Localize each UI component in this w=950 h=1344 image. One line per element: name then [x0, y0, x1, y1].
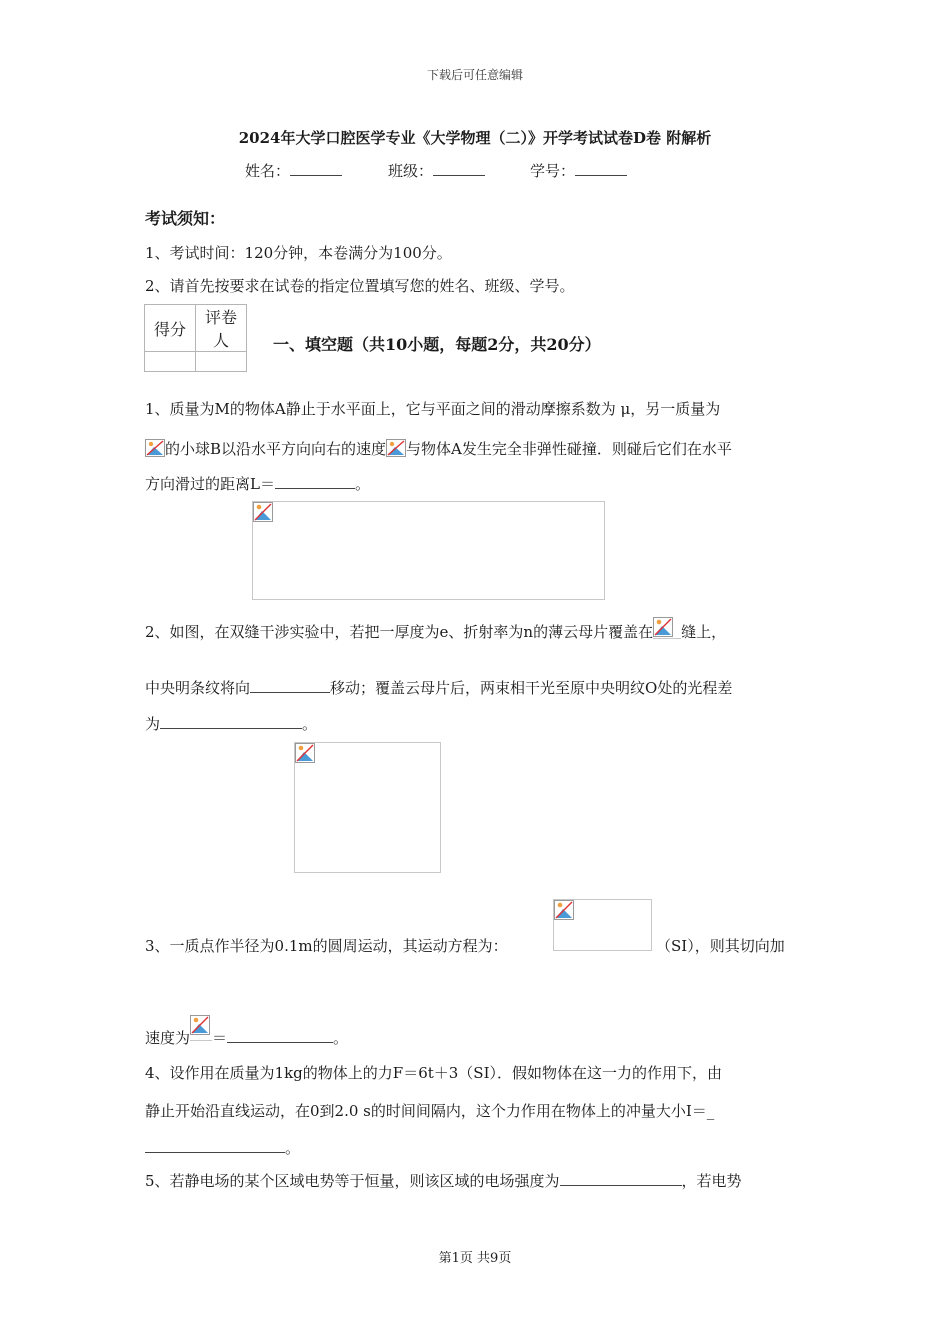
class-label: 班级： [388, 162, 434, 180]
q1-text-2b: 与物体A发生完全非弹性碰撞．则碰后它们在水平 [406, 440, 732, 458]
q2-text-3b: 。 [302, 715, 318, 733]
class-field [388, 160, 485, 181]
student-id-field [530, 160, 627, 181]
student-id-label: 学号： [530, 162, 576, 180]
q5-answer-blank[interactable] [560, 1171, 682, 1186]
q1-line-3 [145, 473, 370, 494]
broken-image-icon [145, 439, 165, 457]
q1-answer-blank[interactable] [275, 474, 355, 489]
broken-image-icon [190, 1015, 212, 1041]
score-table [144, 304, 247, 372]
q2-answer-blank-1[interactable] [250, 678, 330, 693]
broken-image-icon [253, 502, 273, 526]
broken-image-icon [295, 743, 315, 767]
q3-equation-image [553, 899, 652, 951]
q3-answer-blank[interactable] [227, 1028, 333, 1043]
q3-text-2c: 。 [333, 1029, 349, 1047]
q2-text-1b: 缝上， [681, 623, 727, 641]
class-blank[interactable] [433, 161, 485, 176]
q2-answer-blank-2[interactable] [160, 714, 302, 729]
q4-line-2: 静止开始沿直线运动，在0到2.0 s的时间间隔内，这个力作用在物体上的冲量大小I＝_ [145, 1102, 715, 1120]
q4-line-1: 4、设作用在质量为1kg的物体上的力F＝6t＋3（SI）．假如物体在这一力的作用下，由 [145, 1064, 723, 1082]
exam-title: 2024年大学口腔医学专业《大学物理（二）》开学考试试卷D卷 附解析 [238, 129, 712, 147]
name-blank[interactable] [290, 161, 342, 176]
q5-text-1b: ，若电势 [681, 1172, 742, 1190]
q2-line-2 [145, 677, 732, 698]
q3-text-1b: （SI），则其切向加 [656, 937, 785, 955]
name-field [245, 160, 342, 181]
q1-text-2a: 的小球B以沿水平方向向右的速度 [165, 440, 387, 458]
q5-line-1 [145, 1170, 742, 1191]
page-header: 下载后可任意编辑 [426, 68, 523, 82]
name-label: 姓名： [245, 162, 291, 180]
q2-line-1 [145, 617, 726, 642]
q2-text-2b: 移动；覆盖云母片后，两束相干光至原中央明纹O处的光程差 [330, 679, 733, 697]
q1-text-3b: 。 [354, 475, 370, 493]
q4-line-3 [145, 1137, 300, 1158]
page-footer: 第1页 共9页 [438, 1251, 512, 1266]
q5-text-1a: 5、若静电场的某个区域电势等于恒量，则该区域的电场强度为 [145, 1172, 560, 1190]
notice-item-1: 1、考试时间：120分钟，本卷满分为100分。 [145, 244, 452, 262]
q3-text-1a: 3、一质点作半径为0.1m的圆周运动，其运动方程为： [145, 937, 508, 955]
notice-heading: 考试须知： [145, 209, 226, 228]
q3-text-2b: ＝ [212, 1029, 228, 1047]
q1-text-3a: 方向滑过的距离L＝ [145, 475, 275, 493]
broken-image-icon [554, 900, 574, 924]
q2-text-2a: 中央明条纹将向 [145, 679, 251, 697]
score-header: 得分 [145, 305, 196, 352]
q2-text-3a: 为 [145, 715, 161, 733]
q2-figure-image [294, 742, 441, 873]
q3-line-2 [145, 1015, 348, 1048]
q4-text-3: 。 [285, 1139, 301, 1157]
q2-line-3 [145, 713, 317, 734]
broken-image-icon [386, 439, 406, 457]
q1-line-1: 1、质量为M的物体A静止于水平面上，它与平面之间的滑动摩擦系数为 μ，另一质量为 [145, 400, 721, 418]
q1-line-2 [145, 438, 732, 459]
notice-item-2: 2、请首先按要求在试卷的指定位置填写您的姓名、班级、学号。 [145, 277, 575, 295]
grader-cell[interactable] [196, 352, 247, 372]
q2-text-1a: 2、如图，在双缝干涉实验中，若把一厚度为e、折射率为n的薄云母片覆盖在 [145, 623, 654, 641]
score-cell[interactable] [145, 352, 196, 372]
grader-header: 评卷人 [196, 305, 247, 352]
student-id-blank[interactable] [575, 161, 627, 176]
q1-figure-image [252, 501, 605, 600]
q4-answer-blank[interactable] [145, 1138, 285, 1153]
section-fill-blank-heading: 一、填空题（共10小题，每题2分，共20分） [273, 335, 601, 354]
q3-text-2a: 速度为 [145, 1029, 191, 1047]
broken-image-icon [653, 617, 681, 639]
